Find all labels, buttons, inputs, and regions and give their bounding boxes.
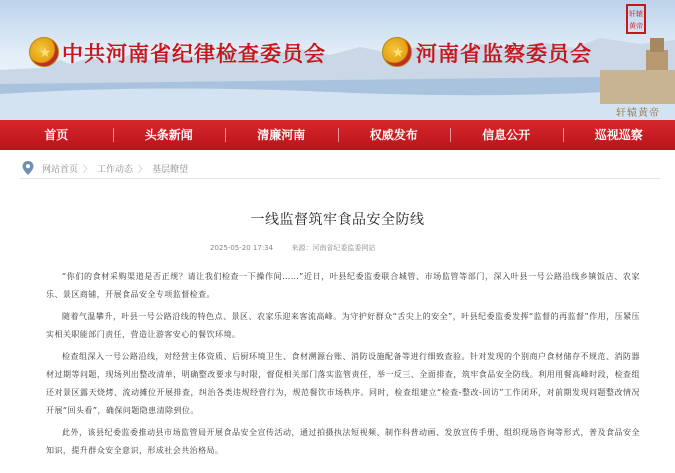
- breadcrumb-home-link[interactable]: 网站首页: [42, 164, 79, 175]
- article-title: 一线监督筑牢食品安全防线: [250, 212, 425, 228]
- location-pin-icon: [22, 161, 34, 175]
- article-paragraph: 检查组深入一号公路沿线，对经营主体资质、后厨环境卫生、食材溯源台账、消防设施配备等进行细致查验。针对发现的个别商户食材储存不规范、消防器材过期等问题，现场列出整改清单，明确整改要求与时限，督促相关部门落实监管责任，举一反三、全面排查，筑牢食品安全防线。利用用餐高峰时段，检查组还对景区露天烧烤、流动摊位开展排查，纠治各类违规经营行为，规范餐饮市场秩序。同时，检查组建立“检查-整改-回访”工作闭环，对前期发现问题整改情况开展“回头看”，确保问题隐患清除到位。: [46, 352, 640, 415]
- org-title-right: 河南省监察委员会: [416, 41, 592, 66]
- breadcrumb-separator: 〉: [83, 164, 93, 175]
- breadcrumb-separator: 〉: [138, 164, 148, 175]
- party-emblem-icon: [29, 37, 59, 67]
- seal-stamp: [626, 4, 646, 34]
- article-paragraph: 随着气温攀升，叶县一号公路沿线的特色点、景区、农家乐迎来客流高峰。为守护好群众“舌尖上的安全”，叶县纪委监委发挥“监督的再监督”作用，压紧压实相关职能部门责任，营造让游客安心的餐饮环境。: [46, 312, 640, 339]
- org-title-left: 中共河南省纪律检查委员会: [62, 41, 326, 66]
- national-emblem-icon: [382, 37, 412, 67]
- article-paragraph: 此外，该县纪委监委推动县市场监管局开展食品安全宣传活动，通过拍摄执法短视频、制作科普动画、发放宣传手册、组织现场咨询等形式，普及食品安全知识，提升群众安全意识，形成社会共治格局。: [46, 428, 640, 455]
- main-nav: [0, 120, 675, 150]
- article-paragraph: “你们的食材采购渠道是否正规？请让我们检查一下操作间……”近日，叶县纪委监委联合城管、市场监管等部门，深入叶县一号公路沿线乡镇饭店、农家乐、景区商铺，开展食品安全专项监督检查。: [46, 272, 640, 299]
- breadcrumb-grassroots-link[interactable]: 基层瞭望: [152, 164, 189, 175]
- article-date: 2025-05-20 17:34: [210, 244, 274, 252]
- article-meta: [210, 243, 375, 253]
- nav-item-clean-henan[interactable]: 清廉河南: [225, 120, 338, 150]
- nav-item-home[interactable]: 首页: [44, 128, 69, 142]
- nav-item-inspection[interactable]: 巡视巡察: [563, 120, 675, 150]
- nav-item-info-disclosure[interactable]: 信息公开: [450, 120, 563, 150]
- breadcrumb-work-news-link[interactable]: 工作动态: [97, 164, 134, 175]
- calligraphy-text: 轩辕黄帝: [616, 108, 660, 119]
- breadcrumb-divider: [20, 178, 660, 179]
- seal-text: 轩辕黄帝: [629, 10, 643, 30]
- nav-item-headlines[interactable]: 头条新闻: [113, 120, 226, 150]
- article-source: 来源：河南省纪委监委网站: [291, 244, 376, 252]
- nav-item-official-releases[interactable]: 权威发布: [338, 120, 451, 150]
- site-banner: [0, 0, 675, 120]
- article-body: [46, 268, 640, 464]
- breadcrumb: [22, 160, 188, 176]
